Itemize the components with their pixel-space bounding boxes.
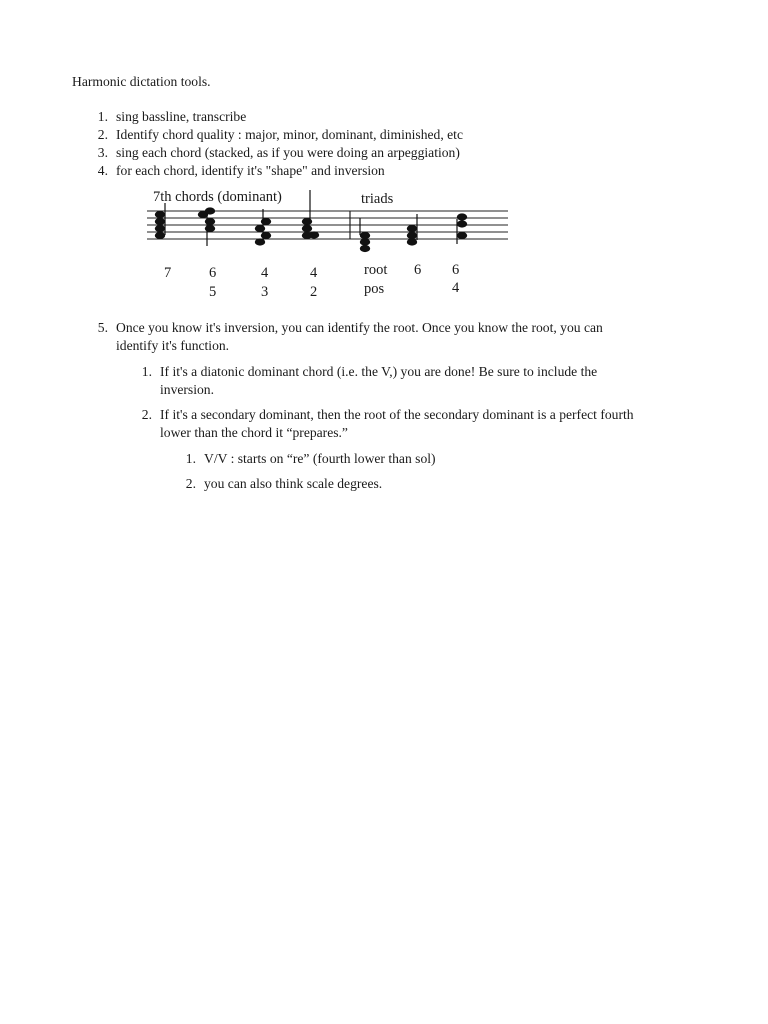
figure-bottom: 5	[209, 284, 217, 300]
list-text: V/V : starts on “re” (fourth lower than sol)	[204, 451, 436, 466]
figure-bottom: 2	[310, 284, 318, 300]
list-number: 1.	[97, 109, 108, 124]
list-number: 1.	[185, 451, 196, 466]
list-number: 4.	[97, 163, 108, 178]
list-number: 2.	[185, 476, 196, 491]
chord-seventh-root	[155, 203, 165, 239]
list-number: 3.	[97, 145, 108, 160]
triads-label: triads	[361, 191, 394, 207]
list-text: Identify chord quality : major, minor, dominant, diminished, etc	[116, 127, 463, 142]
list-text: If it's a secondary dominant, then the root of the secondary dominant is a perfect fourth	[160, 407, 634, 422]
list-number: 2.	[141, 407, 152, 422]
list-text: sing bassline, transcribe	[116, 109, 247, 124]
list-number: 5.	[97, 320, 108, 335]
figure-top: 7	[164, 265, 172, 281]
chord-seventh-second-inversion	[255, 209, 271, 246]
chord-notation-figure	[0, 0, 768, 320]
figure-top: 6	[209, 265, 217, 281]
sevenths-label: 7th chords (dominant)	[153, 189, 282, 205]
list-text: Once you know it's inversion, you can identify the root. Once you know the root, you can	[116, 320, 603, 335]
figured-bass	[164, 262, 460, 300]
list-text-continued: inversion.	[160, 382, 214, 397]
figure-top: 4	[310, 265, 318, 281]
list-number: 2.	[97, 127, 108, 142]
figure-top: 6	[452, 262, 460, 278]
list-text: for each chord, identify it's "shape" and inversion	[116, 163, 385, 178]
list-number: 1.	[141, 364, 152, 379]
document-title: Harmonic dictation tools.	[72, 74, 211, 89]
figure-bottom: 4	[452, 280, 460, 296]
list-text: sing each chord (stacked, as if you were doing an arpeggiation)	[116, 145, 460, 160]
chord-triad-first-inversion	[407, 214, 417, 246]
chord-seventh-first-inversion	[198, 207, 215, 246]
list-text: If it's a diatonic dominant chord (i.e. the V,) you are done! Be sure to include the	[160, 364, 598, 379]
figure-top: 4	[261, 265, 269, 281]
figure-bottom: pos	[364, 281, 385, 297]
chord-triad-root	[360, 218, 370, 252]
figure-top: 6	[414, 262, 422, 278]
figure-bottom: 3	[261, 284, 269, 300]
list-text-continued: lower than the chord it “prepares.”	[160, 425, 348, 440]
list-text-continued: identify it's function.	[116, 338, 230, 353]
list-text: you can also think scale degrees.	[204, 476, 383, 491]
figure-top: root	[364, 262, 388, 278]
